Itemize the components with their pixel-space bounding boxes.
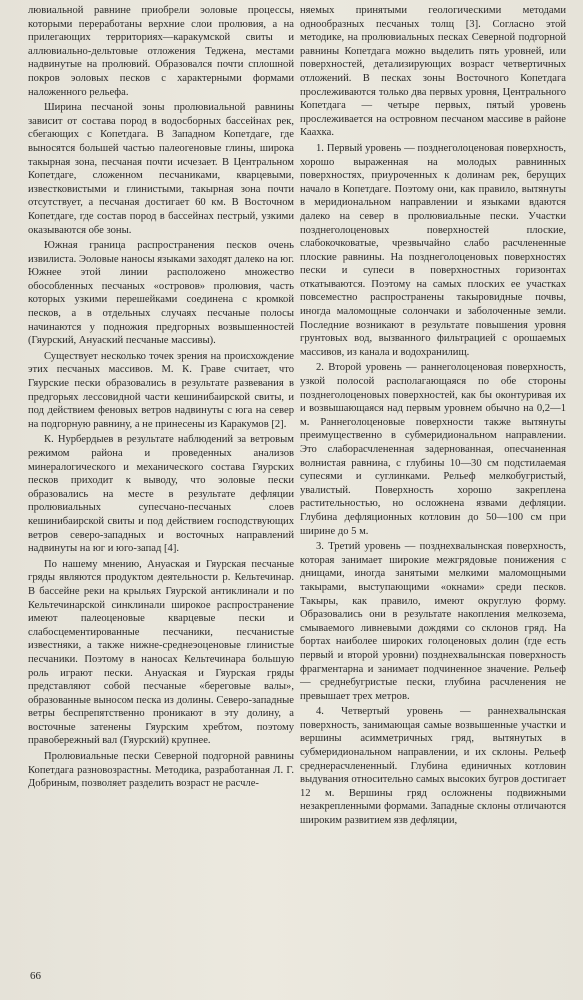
paragraph: 1. Первый уровень — позднеголоценовая поверхность, хорошо выраженная на молодых равнинных поверхностях, приуроченных к долинам рек, берущих начало в Копетдаге. Поэтому они, как правило, вытянуты в меридиональном направлении и языками вдаются далеко на север в пролювиальные пески. Участки позднеголоценовых поверхностей плоские, слабокочковатые, чрезвычайно слабо расчлененные плоские равнины. На позднеголоценовых поверхностях пески и супеси в поверхностных горизонтах откатываются. Поэтому на самых плоских ее участках повсеместно распространены такыровидные почвы, иногда маломощные солончаки и заболоченные земли. Последние возникают в результате повышения уровня грунтовых вод, вызванного фильтрацией с орошаемых массивов, из канала и водохранилищ.	[300, 142, 566, 358]
paragraph: К. Нурбердыев в результате наблюдений за ветровым режимом района и проведенных анализов минералогического и механического состава Гяурских песков приходит к выводу, что эоловые пески образовались на месте в результате дефляции пролювиальных супесчано-песчаных слоев кешинибаирской свиты и под действием господствующих ветров северо-западных и восточных направлений надвинуты на юг и юго-запад [4].	[28, 434, 294, 555]
paragraph: Ширина песчаной зоны пролювиальной равнины зависит от состава пород в водосборных бассейнах рек, сбегающих с Копетдага. В Западном Копетдаге, где выносятся большей частью палеогеновые глины, широка такырная зона, песчаная почти исчезает. В Центральном Копетдаге, сложенном песчаниками, кварцевыми, известковистыми и глинистыми, такырная зона почти отсутствует, а песчаная достигает 60 км. В Восточном Копетдаге, где состав пород в бассейнах пестрый, узкими оказываются обе зоны.	[28, 102, 294, 236]
paragraph: Существует несколько точек зрения на происхождение этих песчаных массивов. М. К. Граве считает, что Гяурские пески образовались в результате развевания в предгорьях лессовидной части кешинибаирской свиты, и под действием феновых ветров надвинуты с юга на север на подгорную равнину, а не принесены из Каракумов [2].	[28, 350, 294, 430]
right-column	[300, 4, 566, 828]
paragraph: 4. Четвертый уровень — раннехвалынская поверхность, занимающая самые возвышенные участки и вершины асимметричных гряд, вытянутых в субмеридиональном направлении, и их склоны. Рельеф среднерасчлененный. Глубина единичных котловин выдувания относительно самых высоких бугров достигает 12 м. Вершины гряд осложнены подвижными незакрепленными формами. Западные склоны отличаются широким развитием язв дефляции,	[300, 706, 566, 827]
paragraph: 3. Третий уровень — позднехвалынская поверхность, которая занимает широкие межгрядовые понижения с днищами, иногда занятыми мелкими маломощными такырами, выступающими «окнами» среди песков. Такыры, как правило, имеют округлую форму. Образовались они в результате накопления мелкозема, смываемого ливневыми дождями со склонов гряд. На бортах наиболее широких голоценовых долин (где есть первый и второй уровни) позднехвалынская поверхность фрагментарна и занимает подчиненное значение. Рельеф — среднебугристые пески, глубина расчленения не превышает трех метров.	[300, 541, 566, 702]
paragraph: няемых принятыми геологическими методами однообразных песчаных толщ [3]. Согласно этой методике, на пролювиальных песках Северной подгорной равнины Копетдага можно выделить пять уровней, или поверхностей, детализирующих возраст четвертичных отложений. В песках зоны Восточного Копетдага прослеживаются только два первых уровня, Центрального Копетдага — четыре первых, пятый уровень прослеживается на островном песчаном массиве в районе Каахка.	[300, 5, 566, 139]
paragraph: 2. Второй уровень — раннеголоценовая поверхность, узкой полосой располагающаяся по обе стороны позднеголоценовых поверхностей, как бы оконтуривая их и возвышающаяся над первым уровнем обычно на 0,2—1 м. Раннеголоценовые поверхности также вытянуты преимущественно в субмеридиональном направлении. Это слаборасчлененная задернованная, опесчаненная волнистая равнина, с глубины 10—30 см подстилаемая супесями и суглинками. Рельеф мелкобугристый, увалистый. Поверхность хорошо закреплена растительностью, но осложнена язвами дефляции. Глубина дефляционных котловин до 50—100 см при ширине до 5 м.	[300, 362, 566, 537]
paragraph: По нашему мнению, Ануаская и Гяурская песчаные гряды являются продуктом деятельности р. Кельтечинар. В бассейне реки на крыльях Гяурской антиклинали и по Кельтечинарской синклинали широкое распространение имеют палеоценовые кварцевые пески и слабосцементированные песчаники, песчанистые известняки, а также нижне-среднеэоценовые глинистые песчаники. Поэтому в наносах Кельтечинара большую роль играют пески. Ануаская и Гяурская гряды представляют собой песчаные «береговые валы», образованные выносом песка из долины. Северо-западные ветры беспрепятственно проникают в эту долину, а восточные затенены Гяурским хребтом, поэтому правобережный вал (Гяурский) крупнее.	[28, 558, 294, 747]
paragraph: Южная граница распространения песков очень извилиста. Эоловые наносы языками заходят далеко на юг. Южнее этой линии расположено множество обособленных песчаных «островов» пролювия, часть которых узкими перешейками соединена с кромкой песков, а в отдельных случаях песчаные полосы начинаются у подножия предгорных возвышенностей (Гяурский, Ануаский песчаные массивы).	[28, 240, 294, 347]
left-column	[28, 4, 294, 791]
page-number: 66	[30, 970, 41, 982]
paragraph: Пролювиальные пески Северной подгорной равнины Копетдага разновозрастны. Методика, разработанная Л. Г. Добриным, позволяет разделить возраст не расчле-	[28, 751, 294, 790]
paragraph: лювиальной равнине приобрели эоловые процессы, которыми переработаны верхние слои пролювия, а на прилегающих территориях—каракумской свиты и аллювиально-дельтовые отложения Теджена, местами надвинутые на пролювий. Образовался почти сплошной покров эоловых песков с характерными формами наложенного рельефа.	[28, 5, 294, 98]
